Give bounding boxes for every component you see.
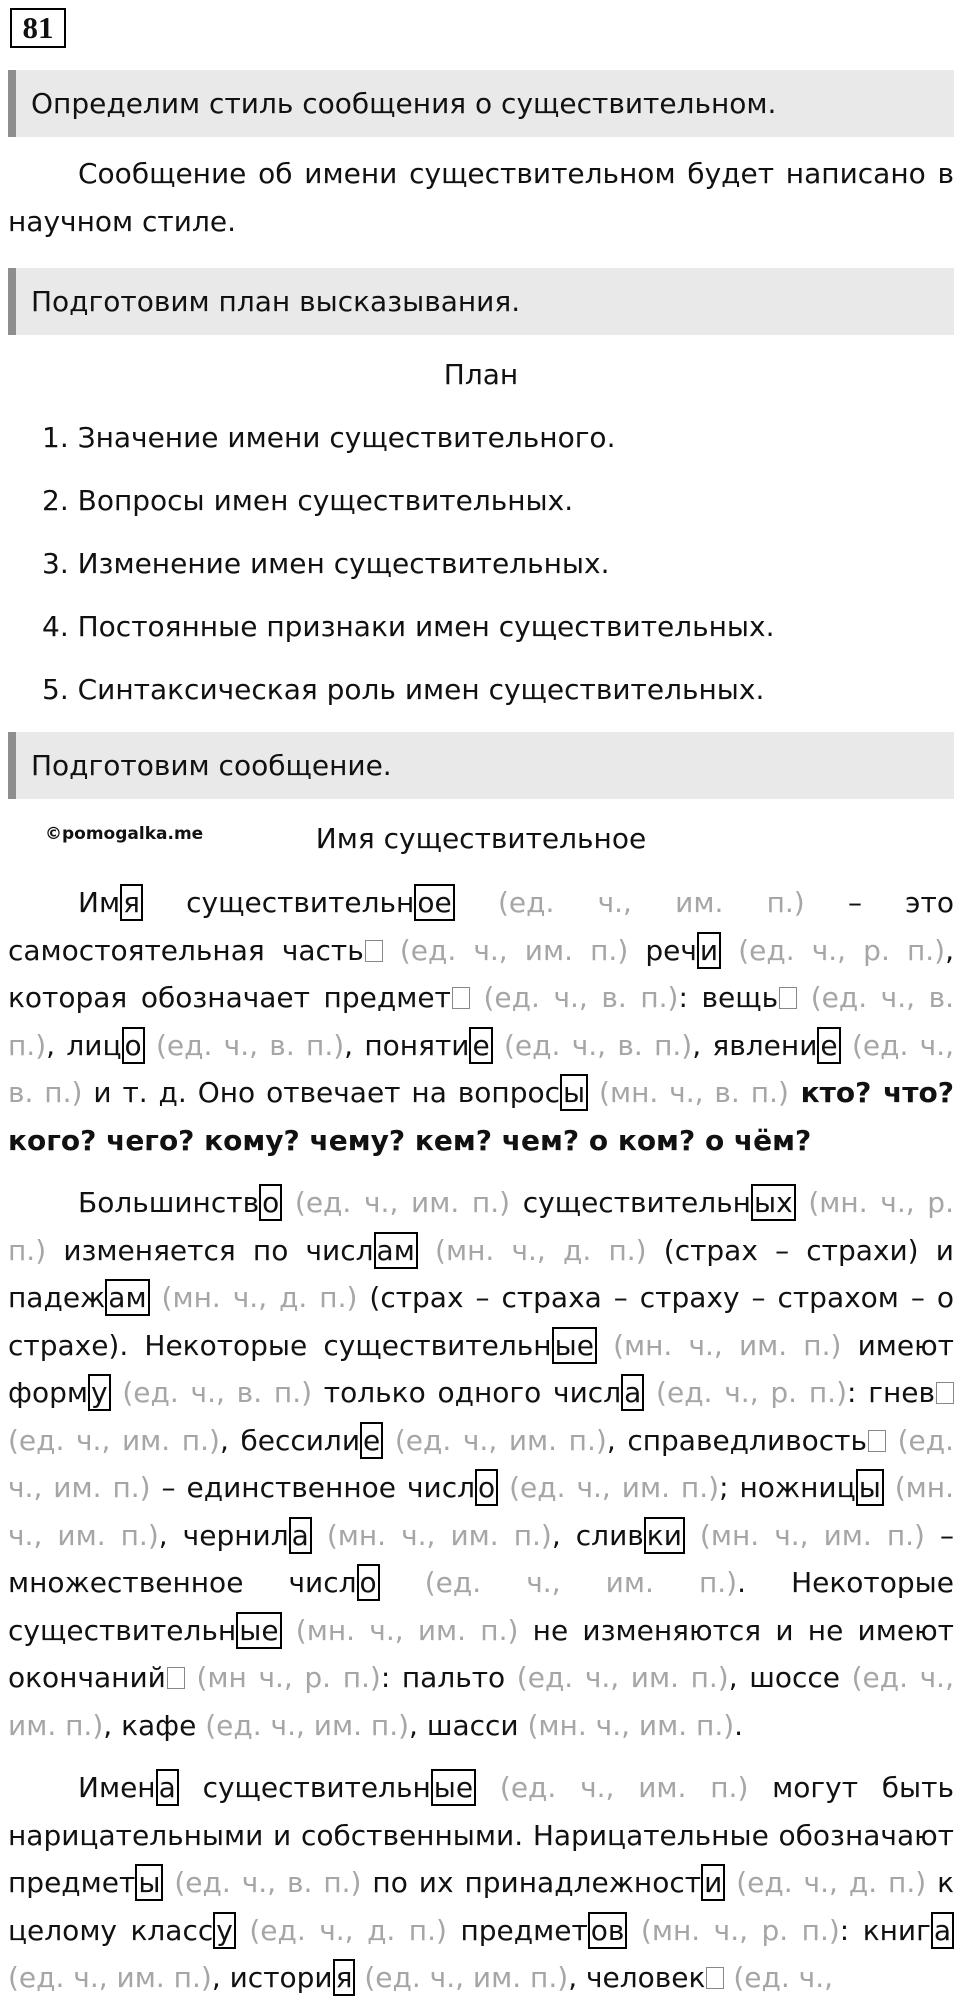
text-fragment: , шасси: [409, 1708, 519, 1742]
text-fragment: Большинств: [78, 1186, 260, 1219]
highlighted-ending: а: [931, 1912, 954, 1949]
grammar-note: (мн. ч., им. п.): [684, 1518, 925, 1552]
text-fragment: , бессили: [219, 1423, 361, 1457]
empty-ending-box: [936, 1382, 954, 1404]
grammar-note: (ед. ч., д. п.): [235, 1913, 447, 1947]
empty-ending-box: [365, 940, 383, 962]
paragraph-3: [8, 1764, 954, 2002]
message-title: Имя существительное: [315, 822, 647, 855]
text-fragment: (страх – страхи) и падеж: [8, 1233, 954, 1314]
grammar-note: (ед. ч., им. п.): [196, 1708, 410, 1742]
highlighted-ending: ы: [135, 1864, 163, 1901]
watermark: ©pomogalka.me: [45, 824, 204, 844]
empty-ending-box: [868, 1430, 886, 1452]
empty-ending-box: [167, 1667, 185, 1689]
highlighted-ending: о: [122, 1027, 145, 1064]
highlighted-ending: ам: [105, 1279, 149, 1316]
text-fragment: Им: [78, 886, 121, 919]
grammar-note: (ед. ч., им. п.): [476, 1771, 749, 1804]
highlighted-ending: и: [701, 1864, 725, 1901]
grammar-note: (ед. ч., им. п.): [8, 1961, 212, 1994]
question-list: кто? что? кого? чего? кому? чему? кем? чем? о ком? о чём?: [8, 1076, 955, 1157]
grammar-note: (ед. ч., им. п.): [355, 1961, 569, 1994]
grammar-note: (мн. ч., д. п.): [417, 1233, 647, 1267]
highlighted-ending: а: [156, 1769, 179, 1806]
grammar-note: (ед. ч., им. п.): [8, 1423, 955, 1504]
highlighted-ending: ов: [588, 1912, 628, 1949]
highlighted-ending: ые: [236, 1612, 281, 1649]
text-fragment: : вещь: [678, 981, 779, 1014]
style-answer: [8, 150, 954, 245]
section-header-message: Подготовим сообщение.: [8, 732, 954, 799]
text-fragment: , истори: [211, 1961, 333, 1994]
paragraph-1: [8, 879, 954, 1164]
empty-ending-box: [706, 1967, 724, 1989]
text-fragment: имеют форм: [8, 1328, 954, 1409]
section-header-style: Определим стиль сообщения о существительном.: [8, 70, 954, 137]
grammar-note: (ед. ч., им. п.): [8, 1423, 220, 1457]
plan-item-2: 2. Вопросы имен существительных.: [42, 484, 574, 517]
text-fragment: , явлени: [692, 1028, 818, 1062]
grammar-note: (мн. ч., д. п.): [149, 1281, 358, 1314]
grammar-note: (ед. ч., им. п.): [8, 1661, 954, 1742]
text-fragment: (страх – страха – страху – страхом – о страхе). Некоторые существительн: [8, 1281, 954, 1362]
text-fragment: могут быть нарицательными и собственными. Нарицательные обозначают предмет: [8, 1771, 954, 1899]
plan-item-1: 1. Значение имени существительного.: [42, 421, 616, 454]
grammar-note: (ед. ч., в. п.): [492, 1028, 693, 1062]
text-fragment: , кафе: [103, 1708, 197, 1742]
grammar-note: (ед. ч., в. п.): [469, 981, 679, 1014]
text-fragment: только одного числ: [312, 1376, 622, 1409]
grammar-note: (ед. ч., им. п.): [383, 1423, 607, 1457]
text-fragment: , чернил: [158, 1518, 289, 1552]
highlighted-ending: о: [357, 1564, 380, 1601]
grammar-note: (мн. ч., им. п.): [311, 1518, 552, 1552]
text-fragment: по их принадлежност: [361, 1866, 702, 1899]
empty-ending-box: [452, 987, 470, 1009]
highlighted-ending: ы: [560, 1074, 588, 1111]
plan-title: План: [443, 358, 519, 391]
style-answer-text: Сообщение об имени существительном будет написано в научном стиле.: [8, 157, 954, 238]
highlighted-ending: ки: [644, 1517, 685, 1554]
plan-item-5: 5. Синтаксическая роль имен существительных.: [42, 673, 765, 706]
grammar-note: (мн. ч., р. п.): [8, 1186, 954, 1267]
highlighted-ending: ые: [431, 1769, 476, 1806]
highlighted-ending: е: [360, 1422, 383, 1459]
text-fragment: , лиц: [46, 1028, 122, 1062]
grammar-note: (ед. ч.,: [724, 1961, 833, 1994]
grammar-note: (мн. ч., им. п.): [281, 1613, 519, 1647]
highlighted-ending: а: [621, 1374, 644, 1411]
grammar-note: (ед. ч., р. п.): [721, 933, 946, 967]
grammar-note: (ед. ч., в. п.): [144, 1028, 345, 1062]
grammar-note: (мн. ч., им. п.): [518, 1708, 735, 1742]
paragraph-2: [8, 1179, 954, 1749]
highlighted-ending: о: [259, 1184, 282, 1221]
message-body: [8, 879, 954, 2002]
grammar-note: (мн. ч., в. п.): [588, 1076, 789, 1109]
text-fragment: ; ножниц: [719, 1471, 856, 1504]
highlighted-ending: я: [333, 1959, 356, 1996]
text-fragment: существительн: [142, 886, 415, 919]
highlighted-ending: е: [469, 1027, 492, 1064]
text-fragment: , справедливость: [606, 1423, 867, 1457]
text-fragment: .: [734, 1708, 744, 1742]
text-fragment: : пальто: [380, 1661, 506, 1694]
grammar-note: (ед. ч., им. п.): [498, 1471, 720, 1504]
text-fragment: Имен: [78, 1771, 156, 1804]
grammar-note: (ед. ч., им. п.): [282, 1186, 511, 1219]
highlighted-ending: ам: [374, 1232, 418, 1269]
grammar-note: (мн ч., р. п.): [184, 1661, 381, 1694]
text-fragment: . Некоторые существительн: [8, 1566, 954, 1647]
grammar-note: (ед. ч., д. п.): [725, 1866, 927, 1899]
text-fragment: , которая обозначает предмет: [8, 933, 954, 1014]
highlighted-ending: а: [289, 1517, 312, 1554]
grammar-note: (ед. ч., в. п.): [110, 1376, 313, 1409]
text-fragment: реч: [628, 933, 697, 967]
highlighted-ending: ых: [751, 1184, 796, 1221]
grammar-note: (ед. ч., им. п.): [505, 1661, 729, 1694]
highlighted-ending: о: [475, 1469, 498, 1506]
highlighted-ending: ые: [552, 1327, 597, 1364]
grammar-note: (ед. ч., р. п.): [644, 1376, 848, 1409]
text-fragment: не изменяются и не имеют окончаний: [8, 1613, 954, 1694]
text-fragment: – это самостоятельная часть: [8, 886, 954, 967]
grammar-note: (мн. ч., р. п.): [627, 1913, 840, 1947]
grammar-note: (ед. ч., им. п.): [454, 886, 805, 919]
text-fragment: предмет: [446, 1913, 588, 1947]
highlighted-ending: у: [88, 1374, 111, 1411]
text-fragment: , слив: [551, 1518, 644, 1552]
text-fragment: – множественное числ: [8, 1518, 954, 1599]
text-fragment: , шоссе: [728, 1661, 841, 1694]
highlighted-ending: у: [213, 1912, 236, 1949]
text-fragment: существительн: [510, 1186, 751, 1219]
grammar-note: (мн. ч., им. п.): [8, 1471, 955, 1552]
task-number-badge: 81: [10, 8, 66, 48]
text-fragment: изменяется по числ: [46, 1233, 374, 1267]
grammar-note: (ед. ч., им. п.): [379, 1566, 738, 1599]
highlighted-ending: ое: [414, 884, 454, 921]
highlighted-ending: и: [697, 932, 721, 969]
grammar-note: (ед. ч., в. п.): [163, 1866, 362, 1899]
empty-ending-box: [779, 987, 797, 1009]
text-fragment: , поняти: [344, 1028, 470, 1062]
grammar-note: (ед. ч., в. п.): [8, 981, 955, 1062]
highlighted-ending: ы: [856, 1469, 884, 1506]
text-fragment: , человек: [568, 1961, 706, 1994]
text-fragment: – единственное числ: [150, 1471, 475, 1504]
section-header-plan: Подготовим план высказывания.: [8, 268, 954, 335]
plan-item-4: 4. Постоянные признаки имен существительных.: [42, 610, 775, 643]
text-fragment: существительн: [178, 1771, 431, 1804]
text-fragment: к целому класс: [8, 1866, 955, 1947]
highlighted-ending: е: [817, 1027, 840, 1064]
text-fragment: и т. д. Оно отвечает на вопрос: [82, 1076, 561, 1109]
text-fragment: : книг: [839, 1913, 931, 1947]
grammar-note: (ед. ч., в. п.): [8, 1028, 955, 1109]
highlighted-ending: я: [120, 884, 143, 921]
text-fragment: : гнев: [847, 1376, 935, 1409]
grammar-note: (ед. ч., им. п.): [382, 933, 629, 967]
plan-item-3: 3. Изменение имен существительных.: [42, 547, 610, 580]
grammar-note: (мн. ч., им. п.): [596, 1328, 842, 1362]
